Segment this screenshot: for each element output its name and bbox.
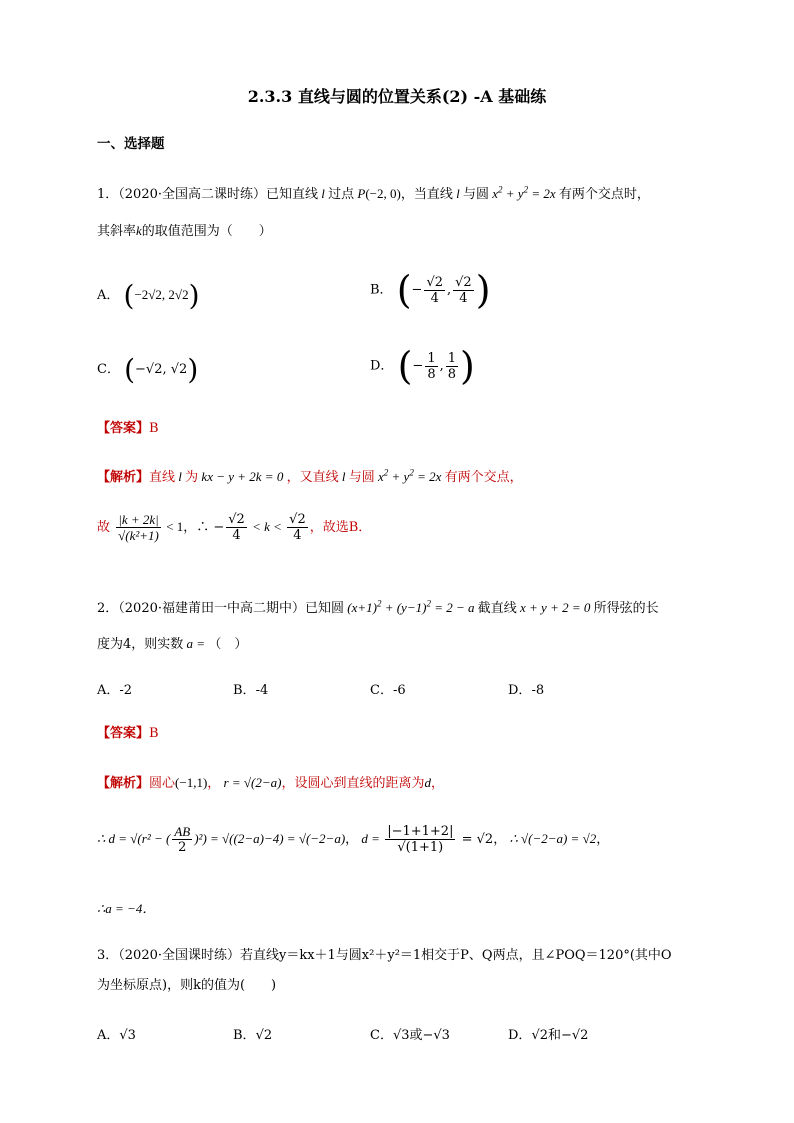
option-label: B． <box>370 282 393 298</box>
q3-option-a[interactable] <box>97 1024 136 1043</box>
conclusion-text: ∴a = −4． <box>97 901 156 916</box>
q2-analysis-line2: ∴ d = √(r² − ( $\frac{AB}{2}$ )²) = √((2−a)−4) = √(−2−a)， d = $\frac{|-1+1+2|}{√(1+1)}$ = √2， ∴ √(−2−a) = √2， <box>97 824 610 855</box>
option-value: -6 <box>392 683 406 698</box>
q2-stem-part: 2．（2020·福建莆田一中高二期中）已知圆 <box>97 601 344 616</box>
q3-option-d[interactable] <box>508 1024 588 1043</box>
option-label: A． <box>97 1028 120 1043</box>
q1-option-a[interactable]: A． (−2√2, 2√2) <box>97 279 200 312</box>
analysis-part: ， <box>430 776 444 791</box>
option-value: -8 <box>531 683 545 698</box>
analysis-part: 与圆 <box>348 470 375 485</box>
q1-stem-part: 过点 <box>328 187 355 202</box>
q2-stem-part: 度为4，则实数 <box>97 637 184 652</box>
q1-option-b[interactable]: B． (− $\frac{√2}{4}$ , $\frac{√2}{4}$ ) <box>370 268 491 312</box>
q1-stem-part: 其斜率 <box>97 224 137 239</box>
option-label: C． <box>370 683 393 698</box>
document-title: 2.3.3 直线与圆的位置关系(2) -A 基础练 <box>247 87 547 106</box>
analysis-part: ，设圆心到直线的距离为 <box>281 776 425 791</box>
answer-value: B <box>149 726 159 741</box>
q3-stem-line2: 为坐标原点)，则k的值为( ) <box>97 978 277 993</box>
q2-answer <box>97 722 159 741</box>
q1-math-circle: $x^2 + y^2 = 2x$ <box>489 184 559 201</box>
section-heading: 一、选择题 <box>97 136 165 152</box>
q3-stem-line1: 3．（2020·全国课时练）若直线y＝kx＋1与圆x²＋y²＝1相交于P、Q两点，且∠POQ＝120°(其中O <box>97 948 672 963</box>
q1-analysis-line2: 故 $\frac{|k + 2k|}{\text{√(k²+1)}}$ < 1，∴ − $\frac{√2}{4}$ < k < $\frac{√2}{4}$ ，故选B． <box>97 512 372 543</box>
option-value: √2和−√2 <box>531 1028 589 1043</box>
answer-tag: 【答案】 <box>97 726 150 741</box>
option-label: B． <box>233 683 256 698</box>
q2-conclusion <box>97 898 155 917</box>
q1-math-l2: l <box>452 186 463 201</box>
q1-stem-part: 的取值范围为（ ） <box>141 224 272 239</box>
q2-option-c[interactable] <box>370 679 406 698</box>
q1-stem-part: 有两个交点时， <box>558 187 650 202</box>
option-value: -2 <box>119 683 133 698</box>
q1-option-c[interactable]: C． (−√2, √2) <box>97 353 199 386</box>
q1-math-l: l <box>318 186 329 201</box>
analysis-tag: 【解析】 <box>97 776 150 791</box>
q1-analysis-line1: 【解析】直线 l 为 kx − y + 2k = 0 ，又直线 l 与圆 $x^2 + y^2 = 2x$ 有两个交点， <box>97 467 523 485</box>
option-value: √2 <box>255 1028 273 1043</box>
q2-analysis-line1: 【解析】圆心(−1,1)， r = √(2−a)，设圆心到直线的距离为d， <box>97 775 444 791</box>
q3-option-c[interactable] <box>370 1024 450 1043</box>
q1-answer <box>97 417 159 436</box>
analysis-part: 直线 <box>149 470 176 485</box>
option-label: B． <box>233 1028 256 1043</box>
q1-stem-part: 1．（2020·全国高二课时练）已知直线 <box>97 187 318 202</box>
option-label: C． <box>370 1028 393 1043</box>
q1-option-d[interactable]: D． (− $\frac{1}{8}$ , $\frac{1}{8}$ ) <box>370 344 475 388</box>
analysis-part: ，故选B． <box>309 520 372 535</box>
q1-stem-part: ，当直线 <box>400 187 453 202</box>
option-value: √3或−√3 <box>392 1028 450 1043</box>
answer-tag: 【答案】 <box>97 421 150 436</box>
option-label: D． <box>370 358 394 374</box>
analysis-part: 故 <box>97 520 111 535</box>
q1-stem-part: 与圆 <box>462 187 489 202</box>
option-label: D． <box>508 683 532 698</box>
q1-math-point: P(−2, 0) <box>354 186 401 201</box>
q2-option-a[interactable] <box>97 679 132 698</box>
analysis-part: 为 <box>185 470 199 485</box>
option-value: √3 <box>119 1028 136 1043</box>
q3-option-b[interactable] <box>233 1024 272 1043</box>
analysis-tag: 【解析】 <box>97 470 150 485</box>
analysis-part: 圆心 <box>149 776 176 791</box>
option-value: -4 <box>255 683 269 698</box>
q2-stem-part: 截直线 <box>477 601 517 616</box>
option-label: D． <box>508 1028 532 1043</box>
analysis-part: 有两个交点， <box>444 470 523 485</box>
q1-stem-line1 <box>97 183 650 202</box>
option-label: C． <box>97 362 120 377</box>
answer-value: B <box>149 421 159 436</box>
q2-option-b[interactable] <box>233 679 268 698</box>
q2-option-d[interactable] <box>508 679 544 698</box>
option-label: A． <box>97 288 120 303</box>
q1-math-k: k <box>136 223 142 238</box>
q2-stem-line1: 2．（2020·福建莆田一中高二期中）已知圆 $(x+1)^2 + (y-1)^2 = 2 - a$ 截直线 x + y + 2 = 0 所得弦的长 <box>97 598 659 616</box>
q2-stem-part: 所得弦的长 <box>593 601 659 616</box>
option-label: A． <box>97 683 120 698</box>
q1-stem-line2 <box>97 220 272 239</box>
q2-stem-part: （ ） <box>208 637 248 652</box>
q2-stem-line2: 度为4，则实数 a = （ ） <box>97 636 248 652</box>
analysis-part: ，又直线 <box>286 470 339 485</box>
